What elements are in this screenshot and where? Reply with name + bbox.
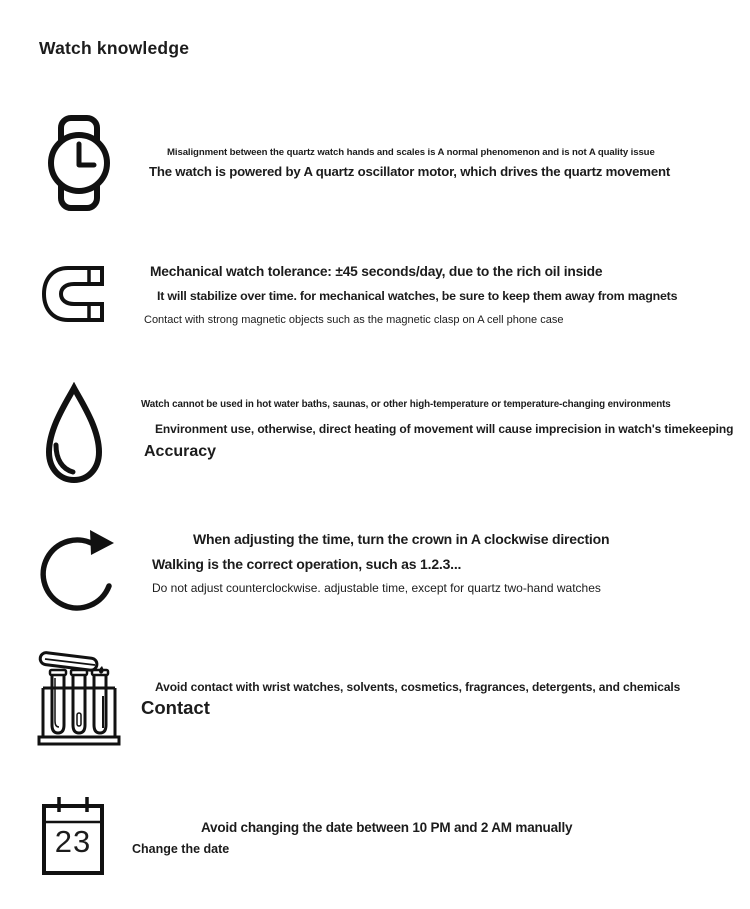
walking-operation-text: Walking is the correct operation, such as 1.2.3... bbox=[152, 556, 462, 572]
calendar-icon bbox=[40, 793, 106, 877]
counterclockwise-warning-text: Do not adjust counterclockwise. adjustable time, except for quartz two-hand watches bbox=[152, 581, 601, 595]
environment-text: Environment use, otherwise, direct heating of movement will cause imprecision in watch's timekeeping bbox=[155, 422, 734, 436]
contact-heading: Contact bbox=[141, 697, 210, 718]
chemicals-warning-text: Avoid contact with wrist watches, solvents, cosmetics, fragrances, detergents, and chemicals bbox=[155, 680, 681, 694]
accuracy-heading: Accuracy bbox=[144, 443, 217, 460]
heat-warning-text: Watch cannot be used in hot water baths, saunas, or other high-temperature or temperature-changing environments bbox=[141, 399, 671, 410]
test-tubes-icon bbox=[36, 644, 122, 748]
change-date-heading: Change the date bbox=[132, 842, 230, 856]
calendar-day-number: 23 bbox=[54, 824, 92, 859]
quartz-movement-text: The watch is powered by A quartz oscillator motor, which drives the quartz movement bbox=[149, 164, 671, 179]
crown-clockwise-text: When adjusting the time, turn the crown in A clockwise direction bbox=[193, 531, 610, 547]
page-title: Watch knowledge bbox=[39, 38, 190, 58]
water-drop-icon bbox=[42, 382, 106, 486]
magnet-contact-text: Contact with strong magnetic objects such as the magnetic clasp on A cell phone case bbox=[144, 314, 564, 326]
magnet-stabilize-text: It will stabilize over time. for mechanical watches, be sure to keep them away from magnets bbox=[157, 289, 678, 303]
wristwatch-icon bbox=[48, 114, 110, 212]
quartz-note-text: Misalignment between the quartz watch hands and scales is A normal phenomenon and is not A quality issue bbox=[167, 147, 655, 158]
magnet-tolerance-text: Mechanical watch tolerance: ±45 seconds/day, due to the rich oil inside bbox=[150, 264, 603, 279]
clockwise-arrow-icon bbox=[38, 522, 118, 612]
magnet-icon bbox=[40, 263, 106, 325]
date-change-warning-text: Avoid changing the date between 10 PM and 2 AM manually bbox=[201, 820, 573, 835]
